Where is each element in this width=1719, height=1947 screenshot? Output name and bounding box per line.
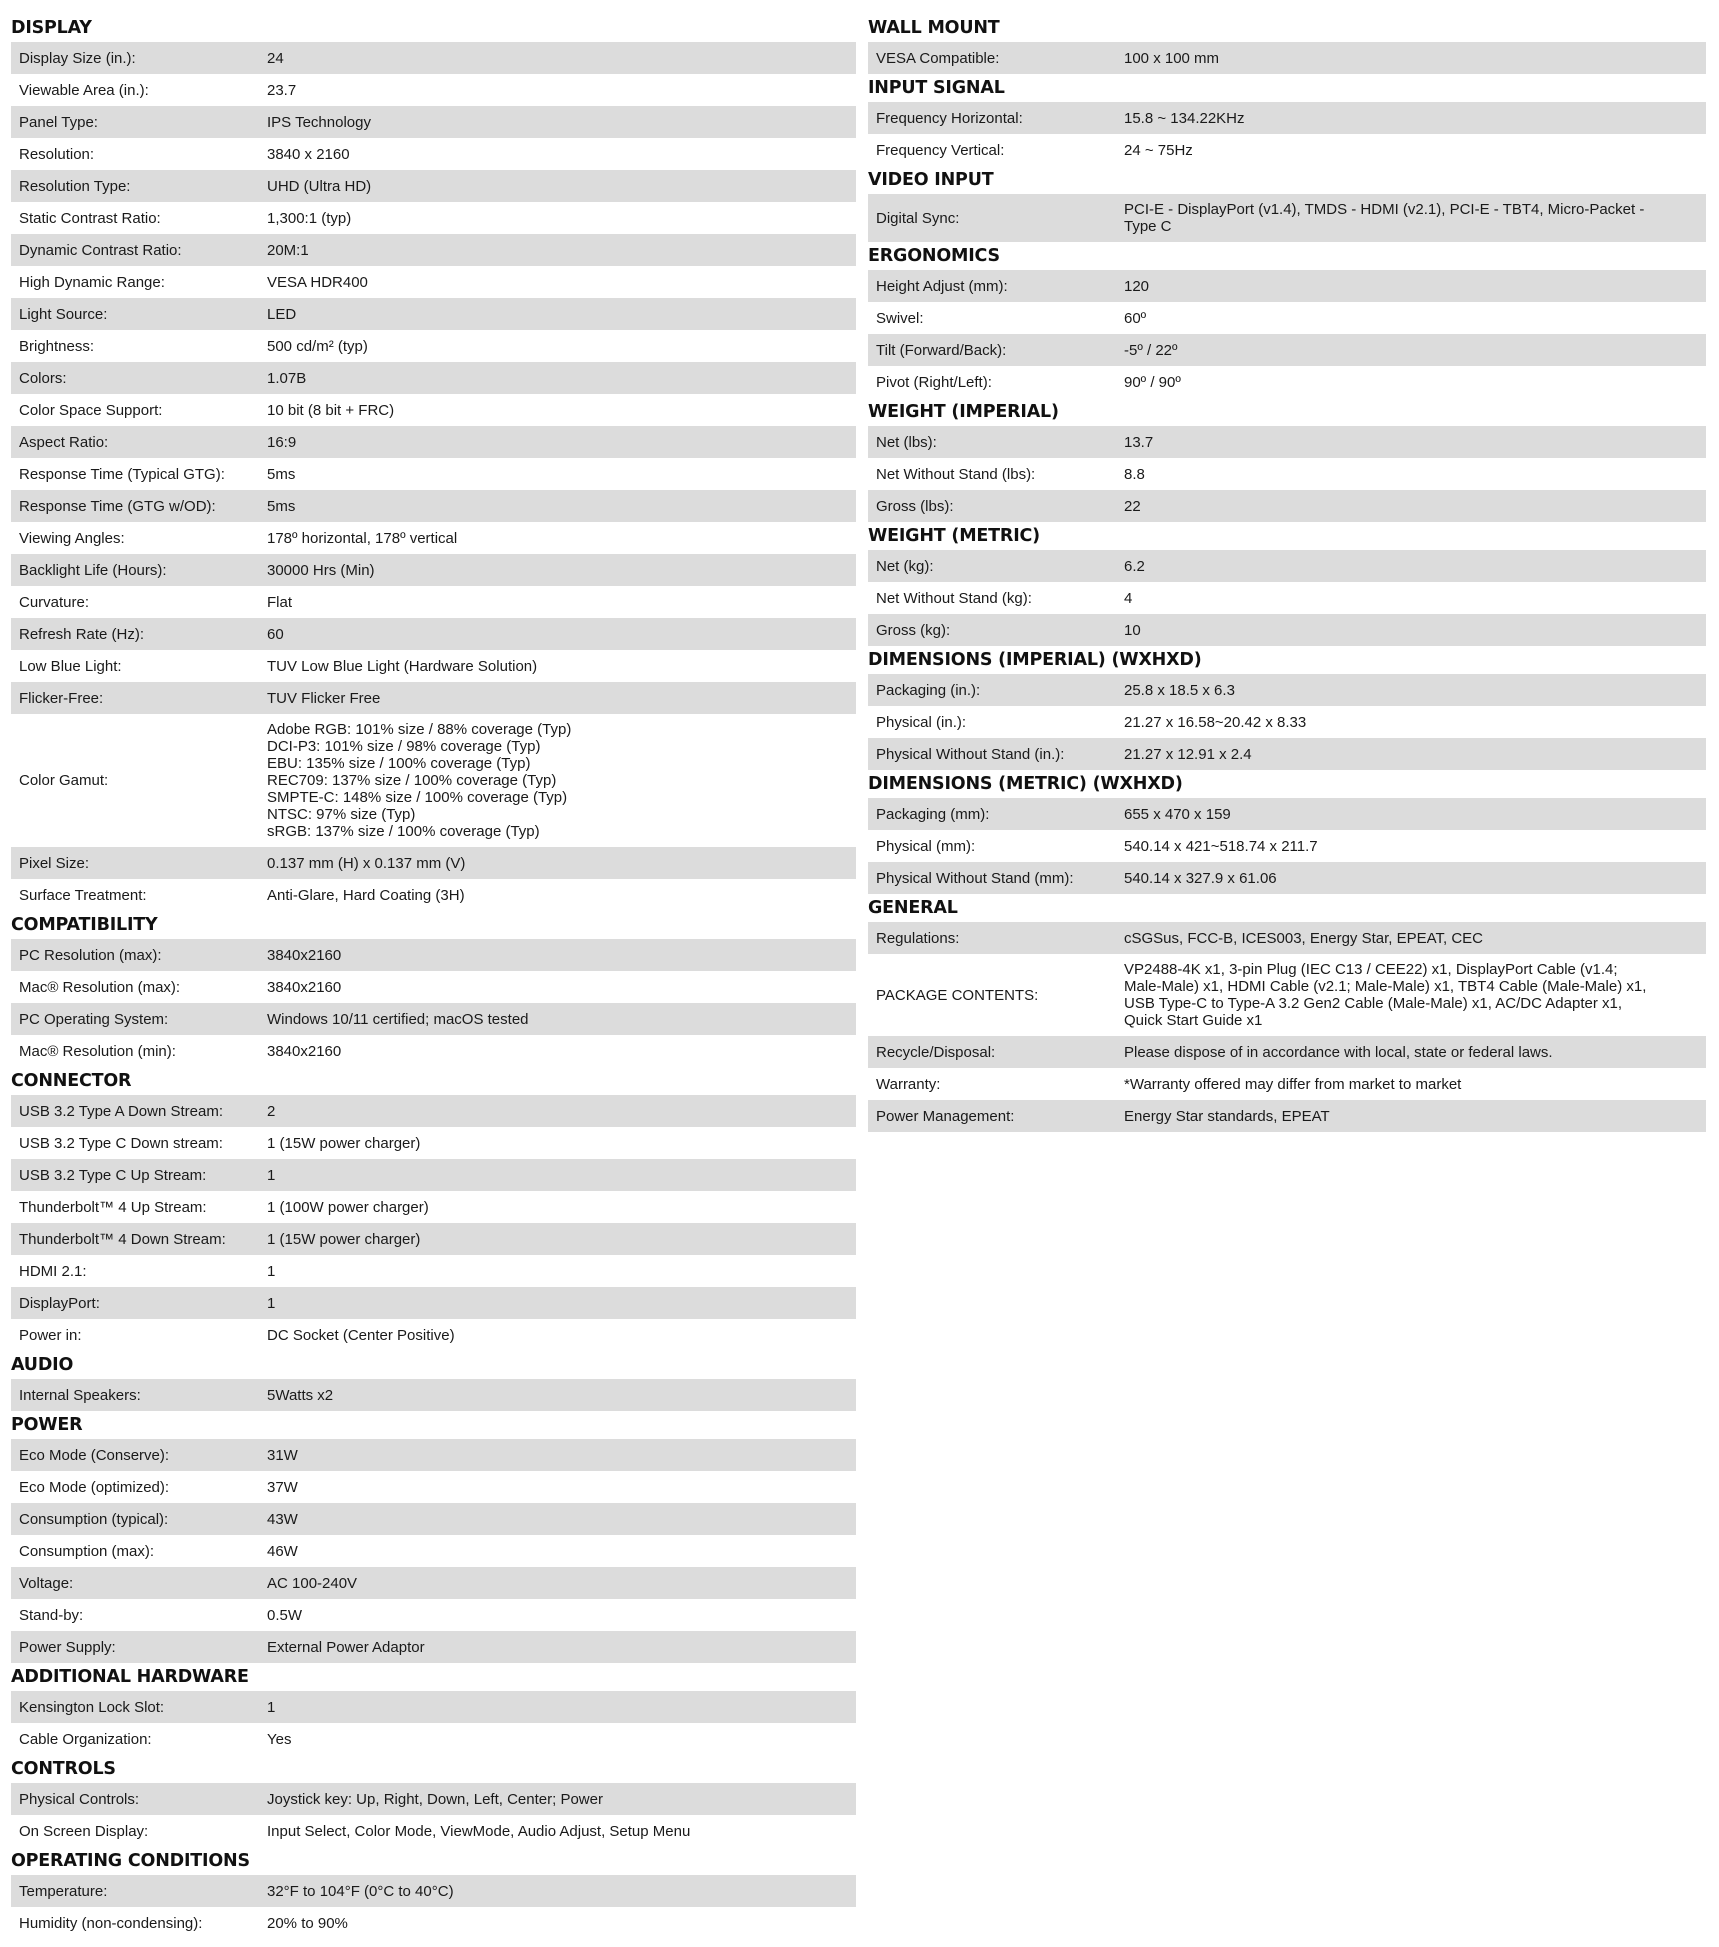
- spec-value: AC 100-240V: [267, 1574, 358, 1592]
- spec-label: Gross (lbs):: [876, 497, 954, 515]
- spec-label: USB 3.2 Type C Down stream:: [19, 1134, 223, 1152]
- spec-label: Curvature:: [19, 593, 90, 611]
- spec-row: [11, 522, 856, 554]
- spec-label: PACKAGE CONTENTS:: [876, 986, 1039, 1004]
- spec-section-controls: [11, 1755, 856, 1847]
- spec-label: Color Space Support:: [19, 401, 163, 419]
- spec-table: [11, 1875, 856, 1939]
- spec-value: 25.8 x 18.5 x 6.3: [1124, 681, 1235, 699]
- spec-row: [11, 1691, 856, 1723]
- spec-label: Height Adjust (mm):: [876, 277, 1008, 295]
- spec-row: [868, 954, 1706, 1036]
- spec-section-power: [11, 1411, 856, 1663]
- spec-label: PC Operating System:: [19, 1010, 169, 1028]
- section-title: WEIGHT (IMPERIAL): [868, 402, 1059, 422]
- spec-row: [11, 330, 856, 362]
- spec-table: [11, 1783, 856, 1847]
- section-title: DISPLAY: [11, 18, 92, 38]
- spec-table: [868, 798, 1706, 894]
- spec-row: [11, 1535, 856, 1567]
- spec-table: [11, 1691, 856, 1755]
- spec-label: Dynamic Contrast Ratio:: [19, 241, 182, 259]
- spec-label: DisplayPort:: [19, 1294, 100, 1312]
- spec-row: [868, 738, 1706, 770]
- spec-row: [11, 1035, 856, 1067]
- spec-value: DC Socket (Center Positive): [267, 1326, 455, 1344]
- spec-label: Surface Treatment:: [19, 886, 147, 904]
- spec-row: [11, 1127, 856, 1159]
- spec-value: 1 (15W power charger): [267, 1230, 421, 1248]
- spec-row: [11, 879, 856, 911]
- spec-section-weight-imperial: [868, 398, 1706, 522]
- spec-value: External Power Adaptor: [267, 1638, 425, 1656]
- spec-row: [11, 1907, 856, 1939]
- spec-value: 0.5W: [267, 1606, 303, 1624]
- spec-row: [11, 42, 856, 74]
- spec-row: [868, 426, 1706, 458]
- spec-value: Yes: [267, 1730, 292, 1748]
- spec-label: Display Size (in.):: [19, 49, 136, 67]
- spec-row: [11, 490, 856, 522]
- spec-row: [868, 490, 1706, 522]
- spec-value: 60º: [1124, 309, 1147, 327]
- spec-row: [11, 650, 856, 682]
- spec-table: [11, 42, 856, 911]
- spec-label: Response Time (Typical GTG):: [19, 465, 225, 483]
- spec-label: Resolution Type:: [19, 177, 131, 195]
- spec-value: cSGSus, FCC-B, ICES003, Energy Star, EPEAT, CEC: [1124, 929, 1484, 947]
- spec-section-video-input: [868, 166, 1706, 242]
- spec-value: Flat: [267, 593, 293, 611]
- spec-label: On Screen Display:: [19, 1822, 149, 1840]
- spec-value: 0.137 mm (H) x 0.137 mm (V): [267, 854, 466, 872]
- spec-table: [11, 939, 856, 1067]
- spec-label: Refresh Rate (Hz):: [19, 625, 145, 643]
- spec-value: 3840 x 2160: [267, 145, 350, 163]
- spec-row: [868, 1068, 1706, 1100]
- spec-value: 16:9: [267, 433, 297, 451]
- spec-label: Humidity (non-condensing):: [19, 1914, 203, 1932]
- spec-label: Regulations:: [876, 929, 960, 947]
- spec-label: Viewing Angles:: [19, 529, 125, 547]
- spec-label: Backlight Life (Hours):: [19, 561, 167, 579]
- spec-value: 24 ~ 75Hz: [1124, 141, 1193, 159]
- spec-row: [11, 1319, 856, 1351]
- spec-value: 13.7: [1124, 433, 1154, 451]
- spec-value: 10: [1124, 621, 1141, 639]
- spec-value: 178º horizontal, 178º vertical: [267, 529, 458, 547]
- spec-row: [11, 1815, 856, 1847]
- spec-value: Windows 10/11 certified; macOS tested: [267, 1010, 529, 1028]
- spec-value: 20M:1: [267, 241, 309, 259]
- spec-value: 4: [1124, 589, 1133, 607]
- spec-table: [868, 42, 1706, 74]
- spec-value: 21.27 x 16.58~20.42 x 8.33: [1124, 713, 1307, 731]
- spec-value: Input Select, Color Mode, ViewMode, Audio Adjust, Setup Menu: [267, 1822, 691, 1840]
- spec-label: Colors:: [19, 369, 67, 387]
- spec-table: [11, 1095, 856, 1351]
- spec-table: [11, 1379, 856, 1411]
- spec-row: [11, 971, 856, 1003]
- spec-label: Flicker-Free:: [19, 689, 104, 707]
- spec-row: [868, 706, 1706, 738]
- spec-row: [11, 266, 856, 298]
- spec-section-compatibility: [11, 911, 856, 1067]
- spec-label: Pivot (Right/Left):: [876, 373, 992, 391]
- spec-value: *Warranty offered may differ from market to market: [1124, 1075, 1462, 1093]
- spec-row: [11, 1287, 856, 1319]
- spec-row: [868, 614, 1706, 646]
- spec-label: Viewable Area (in.):: [19, 81, 149, 99]
- spec-row: [868, 458, 1706, 490]
- spec-value: 22: [1124, 497, 1141, 515]
- spec-section-additional-hardware: [11, 1663, 856, 1755]
- spec-table: [868, 102, 1706, 166]
- spec-section-audio: [11, 1351, 856, 1411]
- spec-row: [11, 170, 856, 202]
- section-title: GENERAL: [868, 898, 958, 918]
- spec-value: Energy Star standards, EPEAT: [1124, 1107, 1330, 1125]
- spec-value: 1: [267, 1294, 276, 1312]
- spec-value: -5º / 22º: [1124, 341, 1178, 359]
- spec-row: [868, 270, 1706, 302]
- spec-label: Power Management:: [876, 1107, 1015, 1125]
- spec-label: PC Resolution (max):: [19, 946, 162, 964]
- spec-table: [868, 270, 1706, 398]
- spec-section-dimensions-metric-wxhxd: [868, 770, 1706, 894]
- spec-row: [868, 862, 1706, 894]
- spec-value: 3840x2160: [267, 946, 342, 964]
- spec-value: 1: [267, 1262, 276, 1280]
- spec-table: [868, 674, 1706, 770]
- spec-label: Kensington Lock Slot:: [19, 1698, 165, 1716]
- spec-label: Packaging (in.):: [876, 681, 981, 699]
- spec-row: [868, 102, 1706, 134]
- spec-row: [11, 458, 856, 490]
- spec-row: [11, 682, 856, 714]
- spec-table: [11, 1439, 856, 1663]
- spec-row: [11, 426, 856, 458]
- spec-label: Recycle/Disposal:: [876, 1043, 996, 1061]
- spec-value: PCI-E - DisplayPort (v1.4), TMDS - HDMI (v2.1), PCI-E - TBT4, Micro-Packet - Type C: [1124, 201, 1645, 235]
- spec-table: [868, 550, 1706, 646]
- spec-row: [11, 394, 856, 426]
- spec-row: [11, 618, 856, 650]
- spec-row: [868, 334, 1706, 366]
- spec-row: [868, 194, 1706, 242]
- spec-label: Eco Mode (Conserve):: [19, 1446, 170, 1464]
- spec-row: [11, 1875, 856, 1907]
- spec-value: 100 x 100 mm: [1124, 49, 1220, 67]
- spec-value: 5ms: [267, 465, 296, 483]
- section-title: OPERATING CONDITIONS: [11, 1851, 250, 1871]
- spec-value: 1 (100W power charger): [267, 1198, 429, 1216]
- spec-label: Pixel Size:: [19, 854, 90, 872]
- right-spec-column: [868, 14, 1706, 1132]
- spec-row: [11, 1439, 856, 1471]
- spec-label: Tilt (Forward/Back):: [876, 341, 1007, 359]
- spec-row: [11, 554, 856, 586]
- spec-value: 3840x2160: [267, 978, 342, 996]
- section-title: ADDITIONAL HARDWARE: [11, 1667, 249, 1687]
- spec-value: 1,300:1 (typ): [267, 209, 352, 227]
- spec-label: Voltage:: [19, 1574, 74, 1592]
- spec-value: 21.27 x 12.91 x 2.4: [1124, 745, 1252, 763]
- left-spec-column: [11, 14, 856, 1939]
- spec-value: Please dispose of in accordance with local, state or federal laws.: [1124, 1043, 1553, 1061]
- spec-label: Stand-by:: [19, 1606, 84, 1624]
- spec-value: 655 x 470 x 159: [1124, 805, 1231, 823]
- spec-row: [11, 1255, 856, 1287]
- spec-value: Adobe RGB: 101% size / 88% coverage (Typ) DCI-P3: 101% size / 98% coverage (Typ) EBU: 135% size / 100% coverage (Typ) REC709: 137% size / 100% coverage (Typ) SMPTE-C: 148% size / 100% coverage (Typ) NTSC: 97% size (Typ) sRGB: 137% size / 100% coverage (Typ): [267, 721, 572, 840]
- spec-value: 1: [267, 1698, 276, 1716]
- spec-row: [11, 1783, 856, 1815]
- spec-label: Panel Type:: [19, 113, 98, 131]
- spec-label: Frequency Horizontal:: [876, 109, 1023, 127]
- spec-row: [11, 1471, 856, 1503]
- spec-section-operating-conditions: [11, 1847, 856, 1939]
- spec-label: Thunderbolt™ 4 Up Stream:: [19, 1198, 207, 1216]
- spec-row: [11, 1379, 856, 1411]
- spec-label: Mac® Resolution (max):: [19, 978, 181, 996]
- spec-row: [11, 939, 856, 971]
- spec-row: [868, 366, 1706, 398]
- spec-row: [11, 202, 856, 234]
- spec-value: 1.07B: [267, 369, 307, 387]
- spec-value: TUV Flicker Free: [267, 689, 381, 707]
- spec-value: 3840x2160: [267, 1042, 342, 1060]
- section-title: ERGONOMICS: [868, 246, 1000, 266]
- spec-value: VP2488-4K x1, 3-pin Plug (IEC C13 / CEE22) x1, DisplayPort Cable (v1.4; Male-Male) x1, HDMI Cable (v2.1; Male-Male) x1, TBT4 Cable (Male-Male) x1, USB Type-C to Type-A 3.2 Gen2 Cable (Male-Male) x1, AC/DC Adapter x1, Quick Start Guide x1: [1124, 961, 1647, 1029]
- spec-value: 30000 Hrs (Min): [267, 561, 375, 579]
- spec-label: Eco Mode (optimized):: [19, 1478, 170, 1496]
- spec-value: VESA HDR400: [267, 273, 368, 291]
- spec-row: [11, 1599, 856, 1631]
- spec-section-connector: [11, 1067, 856, 1351]
- spec-label: Aspect Ratio:: [19, 433, 109, 451]
- spec-label: Resolution:: [19, 145, 95, 163]
- spec-row: [11, 1223, 856, 1255]
- spec-label: Digital Sync:: [876, 209, 960, 227]
- spec-row: [11, 106, 856, 138]
- spec-label: Gross (kg):: [876, 621, 951, 639]
- spec-row: [11, 847, 856, 879]
- spec-value: 500 cd/m² (typ): [267, 337, 368, 355]
- spec-section-weight-metric: [868, 522, 1706, 646]
- spec-value: 10 bit (8 bit + FRC): [267, 401, 395, 419]
- spec-label: Light Source:: [19, 305, 108, 323]
- spec-value: 90º / 90º: [1124, 373, 1181, 391]
- spec-row: [11, 1003, 856, 1035]
- spec-section-input-signal: [868, 74, 1706, 166]
- spec-value: 6.2: [1124, 557, 1145, 575]
- spec-value: 24: [267, 49, 284, 67]
- spec-label: Consumption (typical):: [19, 1510, 169, 1528]
- spec-value: 31W: [267, 1446, 298, 1464]
- spec-label: Net Without Stand (lbs):: [876, 465, 1036, 483]
- spec-row: [868, 134, 1706, 166]
- spec-value: 5Watts x2: [267, 1386, 334, 1404]
- section-title: COMPATIBILITY: [11, 915, 158, 935]
- spec-value: 5ms: [267, 497, 296, 515]
- spec-label: USB 3.2 Type C Up Stream:: [19, 1166, 207, 1184]
- spec-label: Net (kg):: [876, 557, 934, 575]
- spec-row: [11, 1567, 856, 1599]
- spec-row: [11, 1631, 856, 1663]
- spec-section-dimensions-imperial-wxhxd: [868, 646, 1706, 770]
- spec-section-display: [11, 14, 856, 911]
- spec-row: [11, 714, 856, 847]
- spec-label: Net Without Stand (kg):: [876, 589, 1032, 607]
- spec-row: [11, 234, 856, 266]
- spec-value: LED: [267, 305, 297, 323]
- section-title: DIMENSIONS (METRIC) (WXHXD): [868, 774, 1183, 794]
- spec-value: 43W: [267, 1510, 298, 1528]
- spec-table: [868, 426, 1706, 522]
- spec-value: 120: [1124, 277, 1150, 295]
- spec-label: Packaging (mm):: [876, 805, 990, 823]
- section-title: POWER: [11, 1415, 83, 1435]
- spec-value: IPS Technology: [267, 113, 371, 131]
- spec-row: [868, 798, 1706, 830]
- spec-row: [868, 582, 1706, 614]
- section-title: INPUT SIGNAL: [868, 78, 1005, 98]
- spec-row: [11, 362, 856, 394]
- spec-label: Swivel:: [876, 309, 924, 327]
- spec-label: Low Blue Light:: [19, 657, 122, 675]
- spec-value: 8.8: [1124, 465, 1145, 483]
- spec-row: [11, 1191, 856, 1223]
- spec-value: 540.14 x 421~518.74 x 211.7: [1124, 837, 1318, 855]
- section-title: WEIGHT (METRIC): [868, 526, 1040, 546]
- spec-label: Temperature:: [19, 1882, 108, 1900]
- spec-value: Anti-Glare, Hard Coating (3H): [267, 886, 465, 904]
- spec-table: [868, 194, 1706, 242]
- section-title: DIMENSIONS (IMPERIAL) (WXHXD): [868, 650, 1202, 670]
- spec-label: Warranty:: [876, 1075, 941, 1093]
- spec-label: Consumption (max):: [19, 1542, 155, 1560]
- spec-label: Internal Speakers:: [19, 1386, 141, 1404]
- section-title: CONNECTOR: [11, 1071, 132, 1091]
- spec-section-general: [868, 894, 1706, 1132]
- spec-label: Net (lbs):: [876, 433, 937, 451]
- spec-row: [868, 674, 1706, 706]
- section-title: WALL MOUNT: [868, 18, 1000, 38]
- spec-value: 1 (15W power charger): [267, 1134, 421, 1152]
- spec-label: Static Contrast Ratio:: [19, 209, 161, 227]
- spec-value: TUV Low Blue Light (Hardware Solution): [267, 657, 538, 675]
- spec-row: [11, 1095, 856, 1127]
- spec-row: [11, 74, 856, 106]
- spec-row: [868, 42, 1706, 74]
- spec-label: Brightness:: [19, 337, 95, 355]
- spec-value: 60: [267, 625, 284, 643]
- spec-value: 1: [267, 1166, 276, 1184]
- spec-label: Physical Controls:: [19, 1790, 140, 1808]
- spec-section-wall-mount: [868, 14, 1706, 74]
- spec-row: [868, 1036, 1706, 1068]
- spec-row: [868, 830, 1706, 862]
- spec-row: [11, 586, 856, 618]
- spec-row: [11, 138, 856, 170]
- spec-row: [11, 1503, 856, 1535]
- spec-label: Physical Without Stand (in.):: [876, 745, 1065, 763]
- section-title: CONTROLS: [11, 1759, 116, 1779]
- section-title: VIDEO INPUT: [868, 170, 994, 190]
- spec-value: 46W: [267, 1542, 298, 1560]
- spec-value: 37W: [267, 1478, 298, 1496]
- spec-value: 20% to 90%: [267, 1914, 348, 1932]
- spec-value: 32°F to 104°F (0°C to 40°C): [267, 1882, 454, 1900]
- spec-label: Physical (mm):: [876, 837, 976, 855]
- spec-row: [11, 1159, 856, 1191]
- spec-row: [868, 922, 1706, 954]
- spec-label: Response Time (GTG w/OD):: [19, 497, 216, 515]
- spec-label: High Dynamic Range:: [19, 273, 165, 291]
- spec-label: Cable Organization:: [19, 1730, 152, 1748]
- spec-label: Mac® Resolution (min):: [19, 1042, 176, 1060]
- spec-row: [868, 302, 1706, 334]
- spec-table: [868, 922, 1706, 1132]
- spec-value: 15.8 ~ 134.22KHz: [1124, 109, 1245, 127]
- spec-value: 2: [267, 1102, 276, 1120]
- section-title: AUDIO: [11, 1355, 74, 1375]
- spec-label: Power Supply:: [19, 1638, 116, 1656]
- spec-label: USB 3.2 Type A Down Stream:: [19, 1102, 223, 1120]
- spec-label: Thunderbolt™ 4 Down Stream:: [19, 1230, 226, 1248]
- spec-value: Joystick key: Up, Right, Down, Left, Center; Power: [267, 1790, 603, 1808]
- spec-value: 23.7: [267, 81, 297, 99]
- spec-label: Frequency Vertical:: [876, 141, 1005, 159]
- spec-value: UHD (Ultra HD): [267, 177, 372, 195]
- spec-row: [868, 1100, 1706, 1132]
- spec-label: VESA Compatible:: [876, 49, 1000, 67]
- spec-value: 540.14 x 327.9 x 61.06: [1124, 869, 1277, 887]
- spec-label: Physical (in.):: [876, 713, 967, 731]
- spec-label: Color Gamut:: [19, 772, 109, 789]
- spec-row: [868, 550, 1706, 582]
- spec-label: Power in:: [19, 1326, 82, 1344]
- spec-row: [11, 298, 856, 330]
- spec-label: HDMI 2.1:: [19, 1262, 87, 1280]
- spec-section-ergonomics: [868, 242, 1706, 398]
- spec-row: [11, 1723, 856, 1755]
- spec-label: Physical Without Stand (mm):: [876, 869, 1074, 887]
